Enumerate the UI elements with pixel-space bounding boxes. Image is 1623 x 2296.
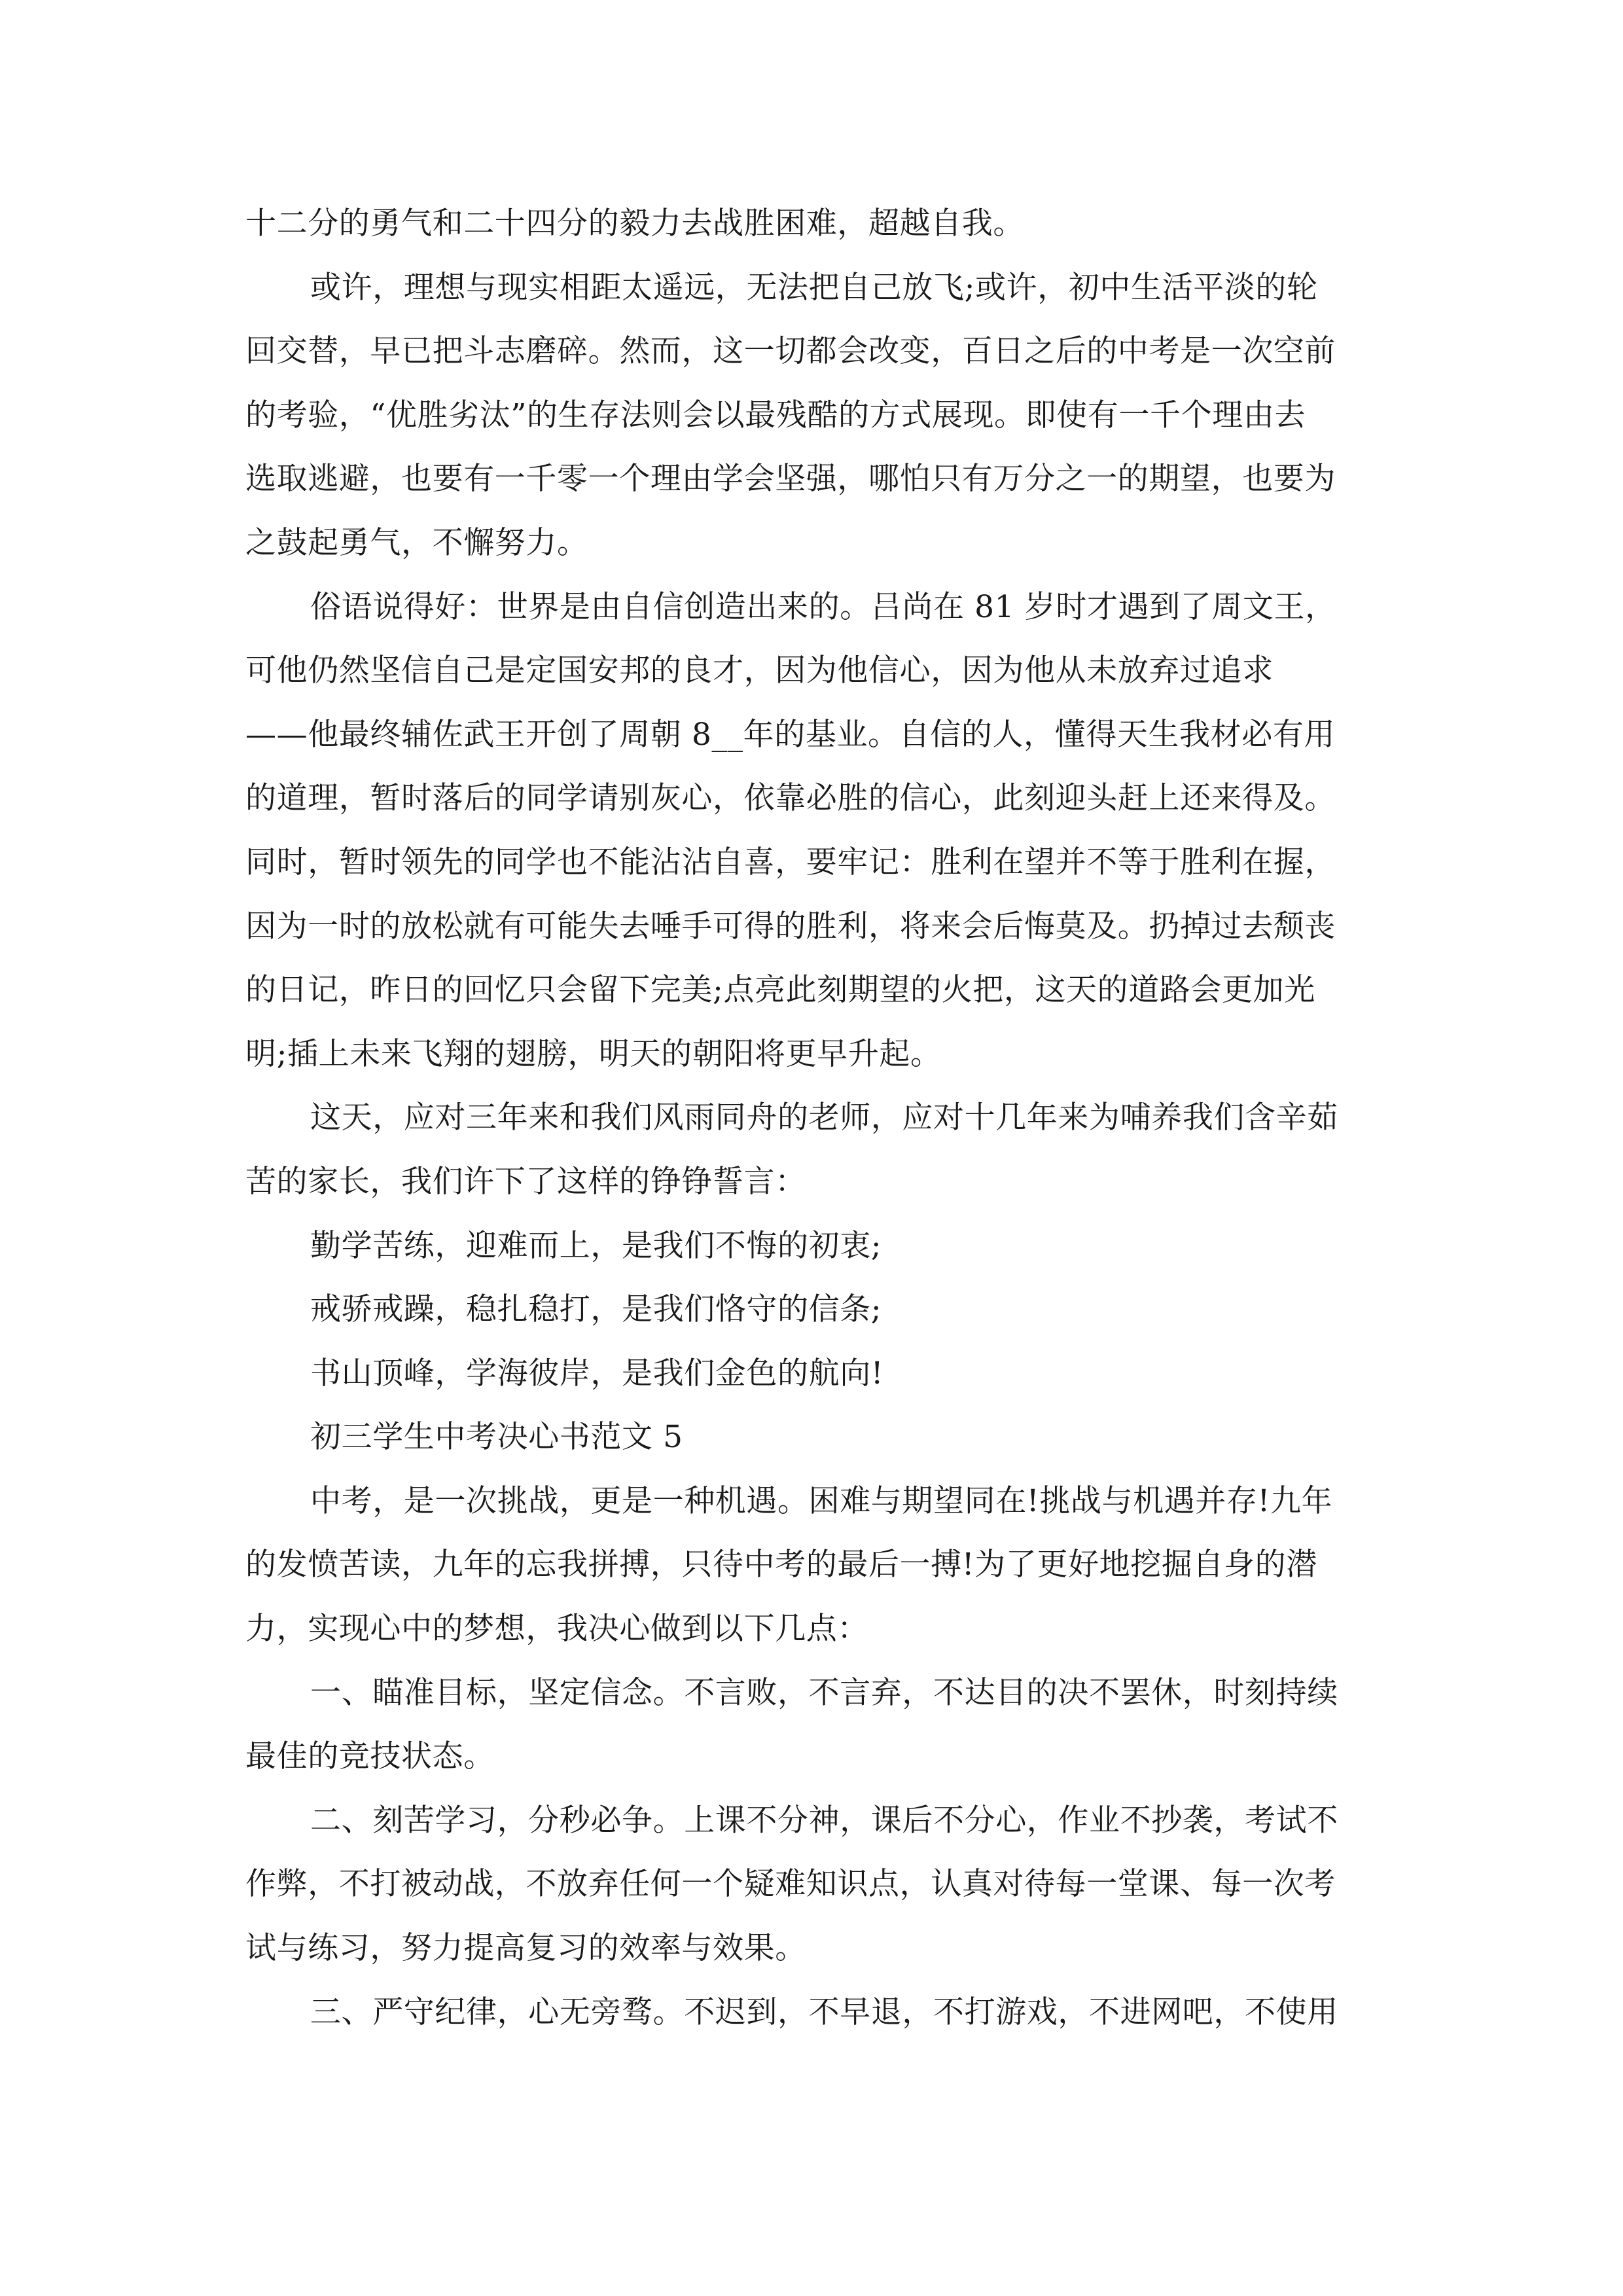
text-line: 勤学苦练，迎难而上，是我们不悔的初衷;: [310, 1227, 882, 1264]
text-line: 这天，应对三年来和我们风雨同舟的老师，应对十几年来为哺养我们含辛茹: [310, 1100, 1338, 1136]
text-line: 的考验，“优胜劣汰”的生存法则会以最残酷的方式展现。即使有一千个理由去: [245, 397, 1306, 433]
text-line: 作弊，不打被动战，不放弃任何一个疑难知识点，认真对待每一堂课、每一次考: [245, 1866, 1336, 1903]
text-line: 明;插上未来飞翔的翅膀，明天的朝阳将更早升起。: [245, 1035, 942, 1072]
text-line: 的道理，暂时落后的同学请别灰心，依靠必胜的信心，此刻迎头赶上还来得及。: [245, 780, 1336, 817]
text-line: 戒骄戒躁，稳扎稳打，是我们恪守的信条;: [310, 1291, 882, 1328]
text-line: 的发愤苦读，九年的忘我拼搏，只待中考的最后一搏!为了更好地挖掘自身的潜: [245, 1547, 1317, 1583]
text-line: 三、严守纪律，心无旁骛。不迟到，不早退，不打游戏，不进网吧，不使用: [310, 1994, 1338, 2030]
text-line: 选取逃避，也要有一千零一个理由学会坚强，哪怕只有万分之一的期望，也要为: [245, 461, 1336, 497]
text-line: 力，实现心中的梦想，我决心做到以下几点：: [245, 1611, 868, 1647]
text-line: 可他仍然坚信自己是定国安邦的良才，因为他信心，因为他从未放弃过追求: [245, 653, 1274, 689]
text-line: 或许，理想与现实相距太遥远，无法把自己放飞;或许，初中生活平淡的轮: [310, 269, 1318, 306]
text-line: 之鼓起勇气，不懈努力。: [245, 524, 588, 561]
text-line: 中考，是一次挑战，更是一种机遇。困难与期望同在!挑战与机遇并存!九年: [310, 1482, 1333, 1519]
text-line: 试与练习，努力提高复习的效率与效果。: [245, 1930, 806, 1967]
text-line: 书山顶峰，学海彼岸，是我们金色的航向!: [310, 1355, 884, 1391]
text-line: ——他最终辅佐武王开创了周朝 8__年的基业。自信的人，懂得天生我材必有用: [245, 716, 1336, 753]
text-line: 二、刻苦学习，分秒必争。上课不分神，课后不分心，作业不抄袭，考试不: [310, 1802, 1338, 1839]
document-body: [245, 192, 1384, 2044]
section-heading: 初三学生中考决心书范文 5: [310, 1419, 683, 1456]
text-line: 的日记，昨日的回忆只会留下完美;点亮此刻期望的火把，这天的道路会更加光: [245, 972, 1315, 1009]
text-line: 苦的家长，我们许下了这样的铮铮誓言：: [245, 1163, 806, 1200]
text-line: 最佳的竞技状态。: [245, 1738, 495, 1775]
text-line: 因为一时的放松就有可能失去唾手可得的胜利，将来会后悔莫及。扔掉过去颓丧: [245, 908, 1336, 944]
text-line: 俗语说得好：世界是由自信创造出来的。吕尚在 81 岁时才遇到了周文王，: [310, 588, 1336, 625]
text-line: 一、瞄准目标，坚定信念。不言败，不言弃，不达目的决不罢休，时刻持续: [310, 1674, 1338, 1711]
text-line: 同时，暂时领先的同学也不能沾沾自喜，要牢记：胜利在望并不等于胜利在握，: [245, 844, 1336, 880]
text-line: 十二分的勇气和二十四分的毅力去战胜困难，超越自我。: [245, 206, 1024, 242]
text-line: 回交替，早已把斗志磨碎。然而，这一切都会改变，百日之后的中考是一次空前: [245, 333, 1336, 370]
